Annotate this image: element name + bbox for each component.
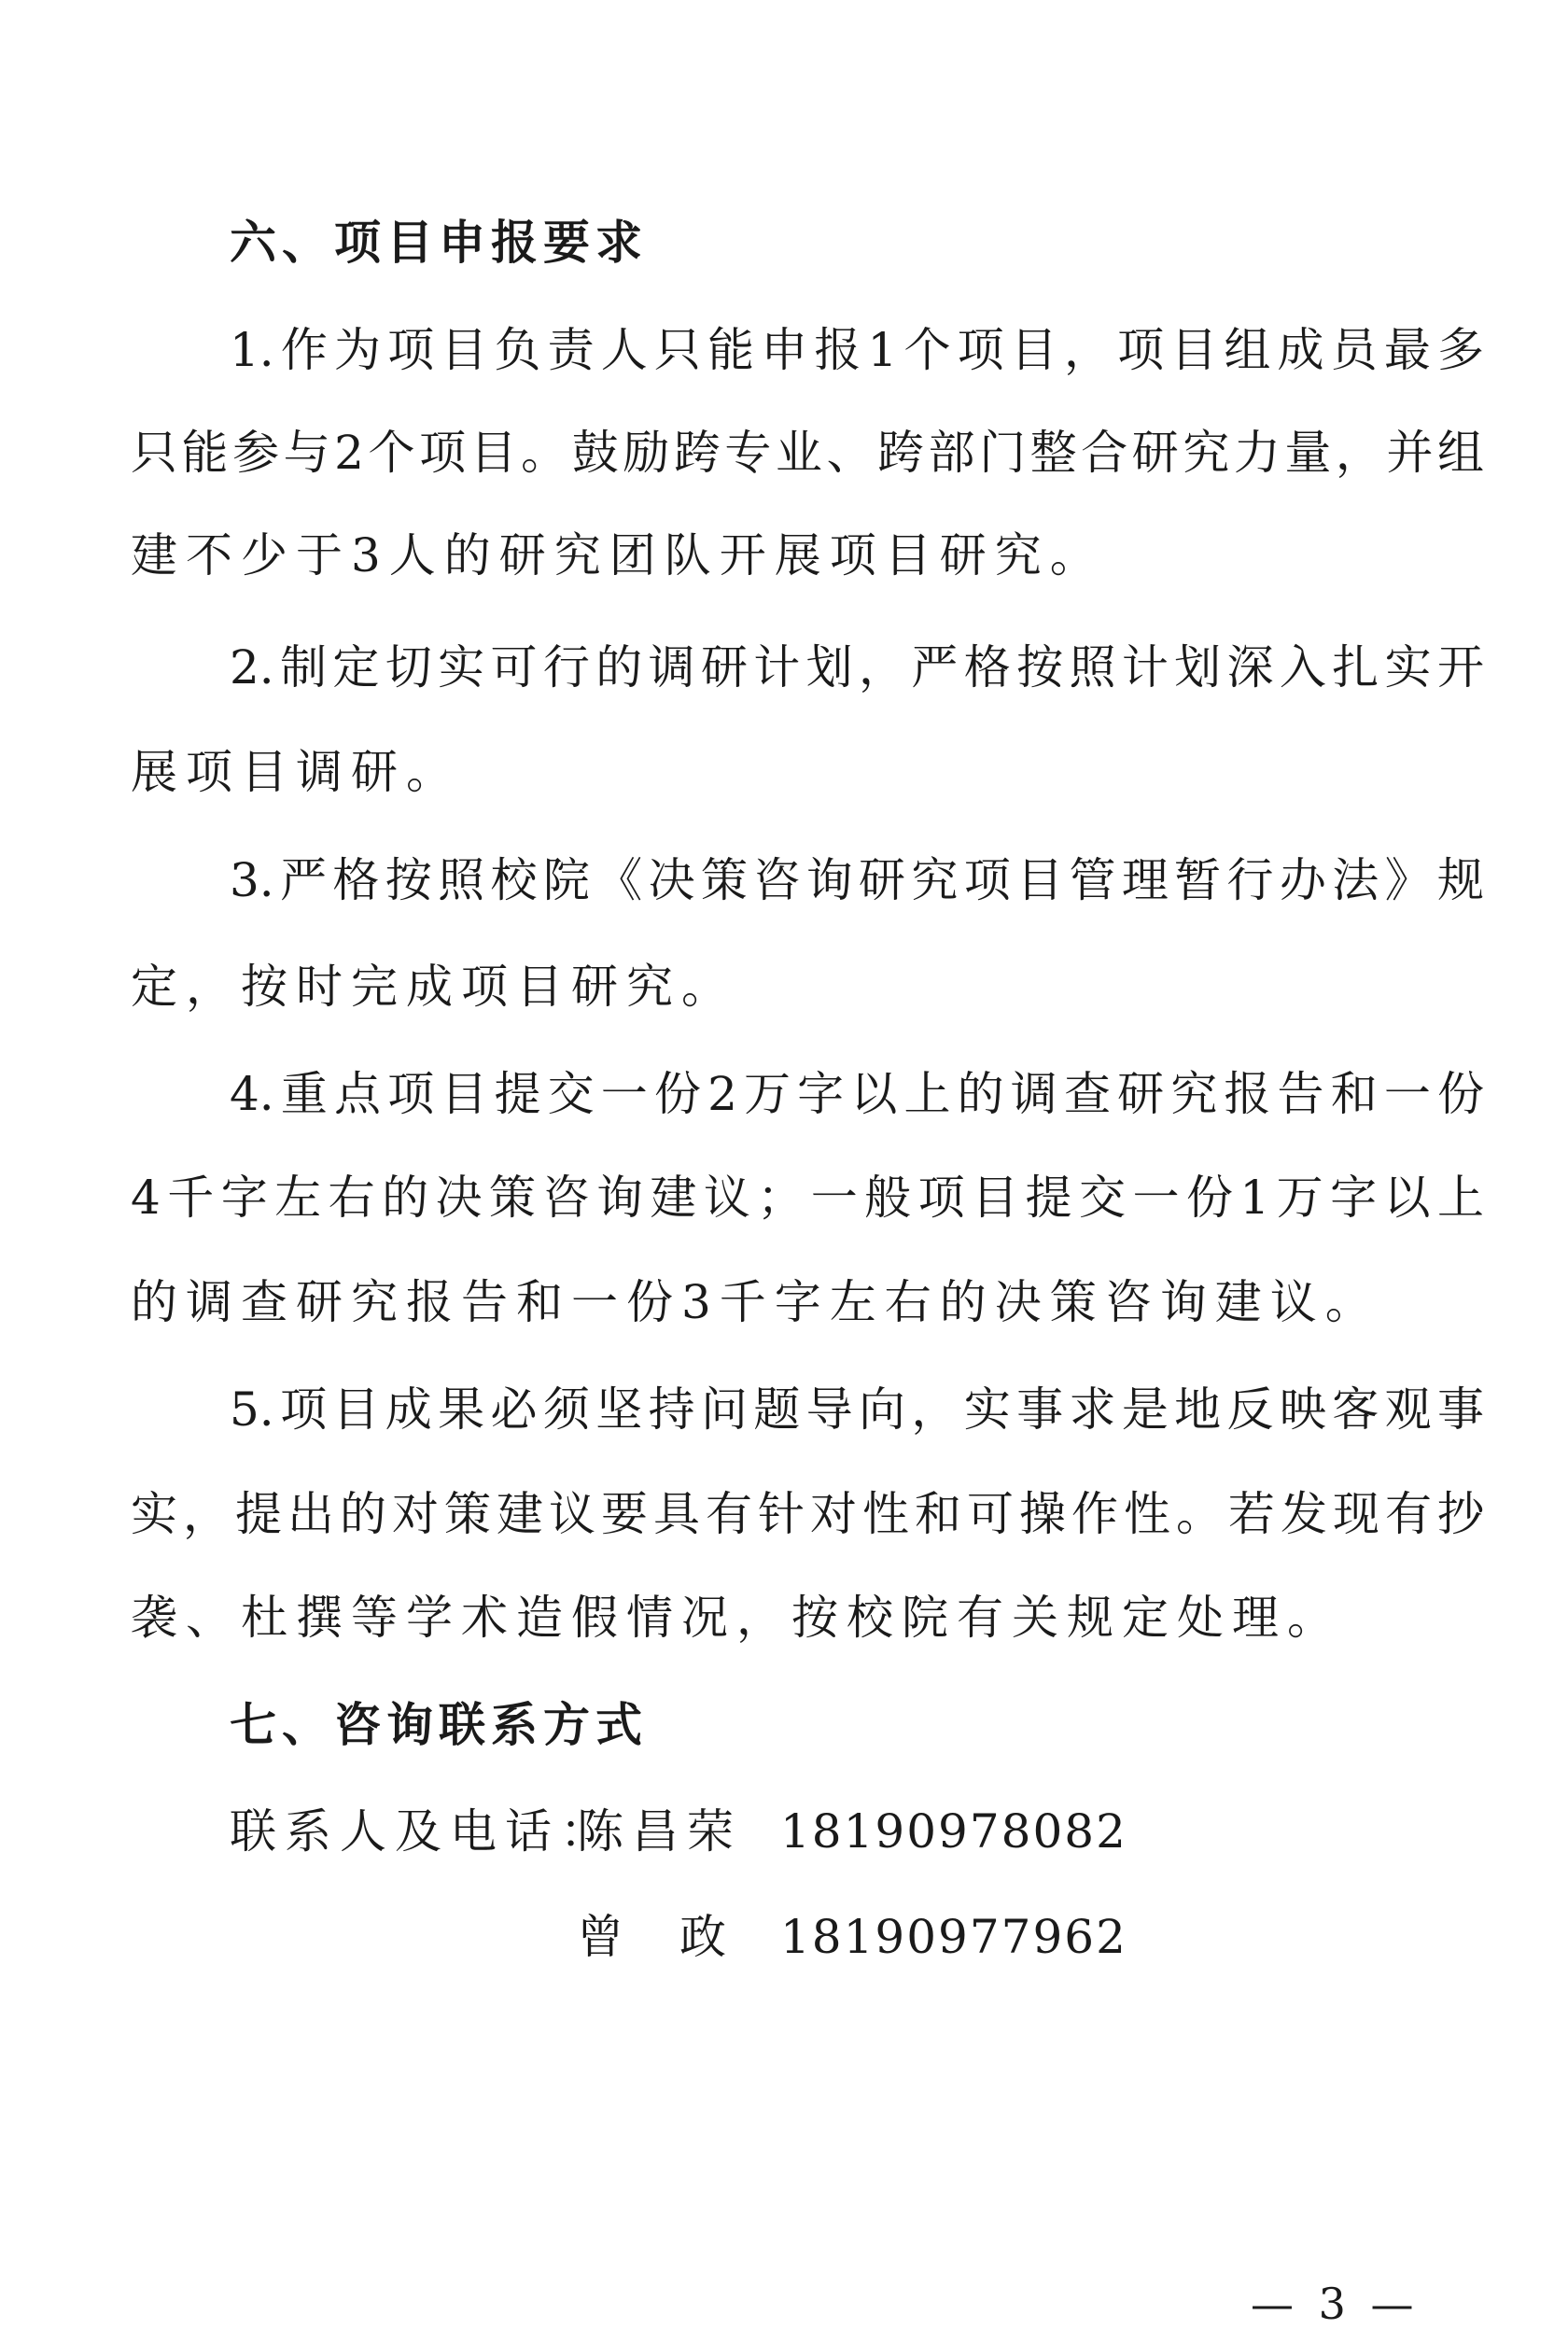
contact-name: 陈昌荣	[577, 1804, 742, 1859]
contact-name: 曾政	[577, 1910, 726, 1964]
paragraph-line: 4.重点项目提交一份2万字以上的调查研究报告和一份	[230, 1067, 1484, 1121]
paragraph-line: 2.制定切实可行的调研计划，严格按照计划深入扎实开	[230, 640, 1484, 694]
paragraph-line: 建不少于3人的研究团队开展项目研究。	[131, 528, 1105, 582]
paragraph-line: 袭、杜撰等学术造假情况，按校院有关规定处理。	[131, 1591, 1342, 1645]
contact-phone: 18190978082	[780, 1804, 1127, 1859]
paragraph-line: 3.严格按照校院《决策咨询研究项目管理暂行办法》规	[230, 853, 1484, 907]
page-number: — 3 —	[1251, 2279, 1420, 2329]
paragraph-line: 只能参与2个项目。鼓励跨专业、跨部门整合研究力量，并组	[131, 426, 1484, 480]
section-heading-contact: 七、咨询联系方式	[230, 1698, 648, 1752]
paragraph-line: 1.作为项目负责人只能申报1个项目，项目组成员最多	[230, 323, 1484, 377]
paragraph-line: 定，按时完成项目研究。	[131, 960, 736, 1014]
section-heading-requirements: 六、项目申报要求	[230, 216, 648, 270]
paragraph-line: 5.项目成果必须坚持问题导向，实事求是地反映客观事	[230, 1382, 1484, 1437]
paragraph-line: 实，提出的对策建议要具有针对性和可操作性。若发现有抄	[131, 1487, 1484, 1541]
paragraph-line: 展项目调研。	[131, 745, 461, 799]
paragraph-line: 的调查研究报告和一份3千字左右的决策咨询建议。	[131, 1275, 1380, 1329]
contact-label: 联系人及电话：	[230, 1804, 615, 1859]
paragraph-line: 4千字左右的决策咨询建议；一般项目提交一份1万字以上	[131, 1171, 1484, 1225]
contact-phone: 18190977962	[780, 1910, 1127, 1964]
